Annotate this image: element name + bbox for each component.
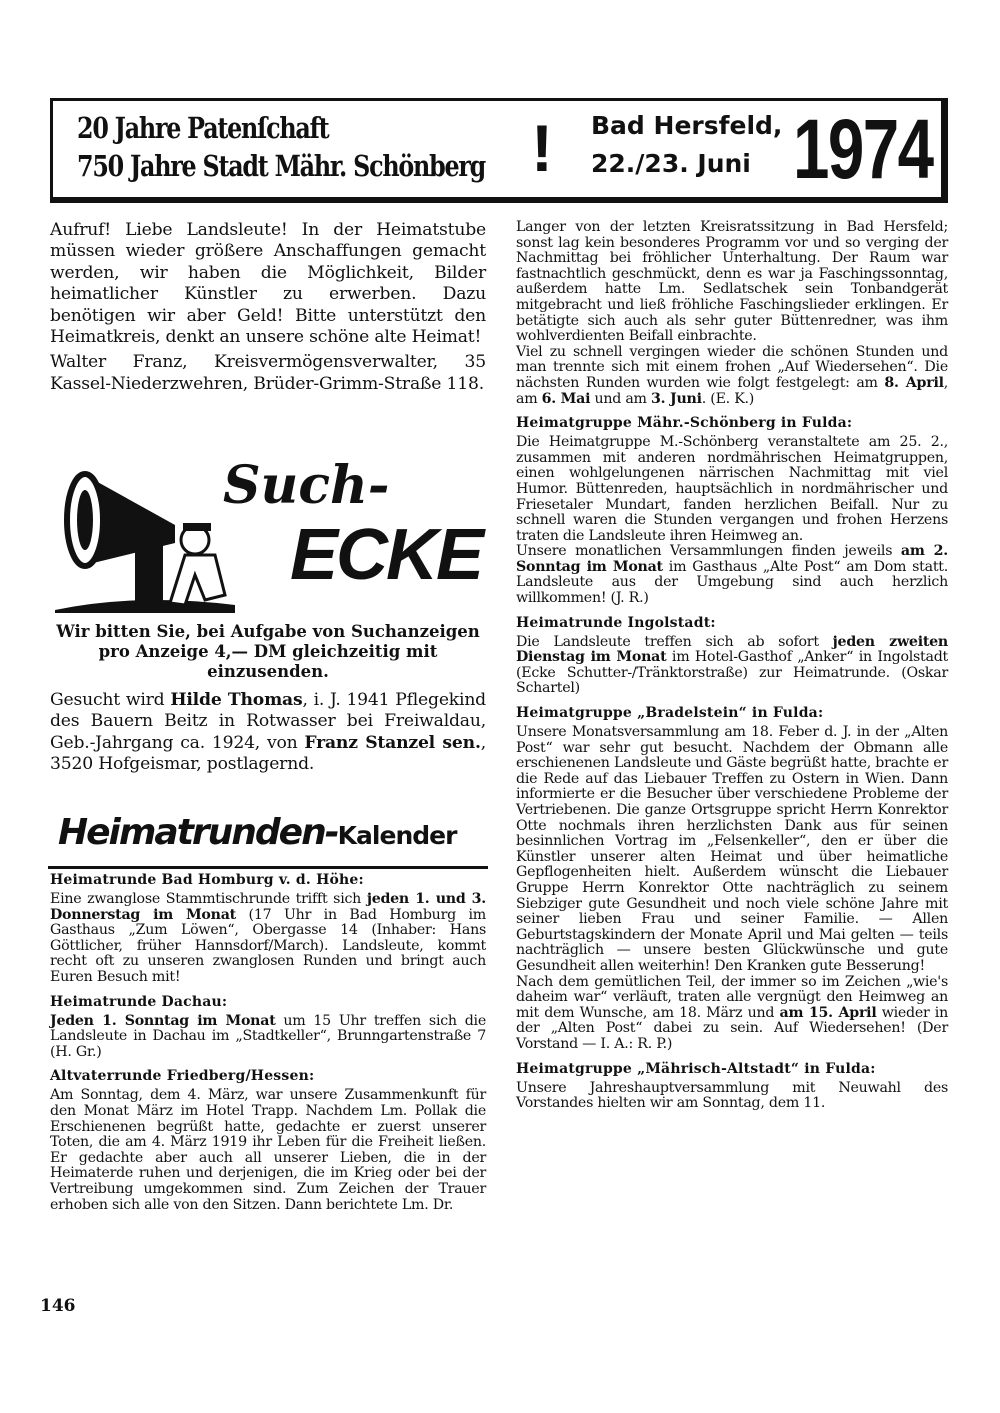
- section-heading: Heimatrunde Bad Homburg v. d. Höhe:: [50, 872, 364, 888]
- text-run: Eine zwanglose Stammtischrunde trifft sich: [50, 891, 367, 907]
- section-heading: Heimatgruppe „Mährisch-Altstadt“ in Fulda:: [516, 1060, 876, 1077]
- section-paragraph: [516, 435, 948, 544]
- text-run: im Gasthaus „Alte Post“ am Dom statt. Landsleute aus der Umgebung sind auch herzlich willkommen! (J. R.): [516, 558, 948, 607]
- search-notice-text: [50, 690, 486, 776]
- section-heading: Heimatrunde Dachau:: [50, 993, 228, 1010]
- text-run: Unsere Jahreshauptversammlung mit Neuwahl des Vorstandes hielten wir am Sonntag, dem 11.: [516, 1079, 948, 1112]
- bold-text: 6. Mai: [541, 390, 591, 407]
- text-run: Langer von der letzten Kreisratssitzung in Bad Hersfeld; sonst lag kein besonderes Programm vor und so verging der Nachmittag bei fröhlicher Unterhaltung. Der Raum war fastnachtlich geschmückt, denn es war ja Faschingssonntag, außerdem hatte Lm. Sedlatschek sein Tonbandgerät mitgebracht und ließ fröhliche Faschingslieder erklingen. Er betätigte sich auch als sehr guter Büttenredner, was ihm wohlverdienten Beifall einbrachte.: [516, 219, 948, 345]
- bold-text: am 2. Sonntag im Monat: [516, 543, 948, 575]
- kalender-title: Heimatrunden-: [58, 812, 338, 853]
- heading-rule: [48, 866, 488, 869]
- text-run: wieder in der „Alten Post“ dabei zu sein. Auf Wiedersehen! (Der Vorstand — I. A.: R. P.): [516, 1004, 948, 1052]
- section-paragraph: [516, 544, 948, 606]
- text-run: , i. J. 1941 Pflegekind des Bauern Beitz in Rotwasser bei Freiwaldau, Geb.-Jahrgang ca. 1924, von: [50, 690, 486, 753]
- section-heading: Heimatgruppe „Bradelstein“ in Fulda:: [516, 705, 824, 722]
- banner-line-2: 750 Jahre Stadt Mähr. Schönberg: [77, 149, 486, 183]
- banner-exclamation: !: [531, 111, 553, 185]
- bold-text: Franz Stanzel sen.: [304, 732, 481, 753]
- text-run: und am: [590, 390, 652, 407]
- kalender-suffix: Kalender: [337, 821, 457, 850]
- appeal-paragraphs: [50, 220, 486, 395]
- text-run: um 15 Uhr treffen sich die Landsleute in Dachau im „Stadtkeller“, Brunngartenstraße 7 (H. Gr.): [50, 1012, 486, 1060]
- text-run: Die Landsleute treffen sich ab sofort: [516, 633, 833, 650]
- section-paragraph: [50, 892, 486, 986]
- section-paragraph: [516, 725, 948, 975]
- text-run: Am Sonntag, dem 4. März, war unsere Zusammenkunft für den Monat März im Hotel Trapp. Nachdem Lm. Pollak die Erschienenen begrüßt hatte, gedachte er zuerst unserer Toten, die am 4. März 1919 ihr Leben für die Freiheit ließen. Er gedachte aber auch all unserer Lieben, die in der Heimaterde ruhen und derjenigen, die im Krieg oder bei der Vertreibung umgekommen sind. Zum Zeichen der Trauer erhoben sich alle von den Sitzen. Dann berichtete Lm. Dr.: [50, 1087, 486, 1213]
- bold-text: jeden zweiten Dienstag im Monat: [516, 633, 948, 666]
- text-run: Aufruf! Liebe Landsleute! In der Heimatstube müssen wieder größere Anschaffungen gemacht werden, wir haben die Möglichkeit, Bilder heimatlicher Künstler zu erwerben. Dazu benötigen wir aber Geld! Bitte unterstützt den Heimatkreis, denkt an unsere schöne alte Heimat!: [50, 220, 486, 348]
- text-run: , am: [516, 374, 948, 407]
- bold-text: Hilde Thomas: [170, 690, 303, 710]
- bold-text: am 15. April: [779, 1004, 877, 1021]
- such-ecke-logo: [55, 455, 483, 615]
- appeal-paragraph: [50, 220, 486, 348]
- text-run: Nach dem gemütlichen Teil, der immer so im Zeichen „wie's daheim war“ verläuft, traten alle vergnügt den Heimweg an mit dem Wunsche, am 18. März und: [516, 973, 948, 1021]
- text-run: im Hotel-Gasthof „Anker“ in Ingolstadt (Ecke Schutter-/Tränktorstraße) zur Heimatrunde. (Oskar Schartel): [516, 649, 948, 697]
- banner-line-1: 20 Jahre Patenſchaft: [77, 111, 329, 145]
- banner-place: Bad Hersfeld,: [591, 111, 783, 140]
- section-paragraph: [516, 975, 948, 1053]
- left-calendar-entries: [50, 872, 486, 1213]
- right-calendar-entries: [516, 220, 948, 1112]
- section-paragraph: [516, 345, 948, 407]
- section-heading: Heimatrunde Ingolstadt:: [516, 614, 716, 631]
- kalender-heading: [58, 812, 456, 853]
- section-heading: Heimatgruppe Mähr.-Schönberg in Fulda:: [516, 415, 853, 432]
- text-run: . (E. K.): [701, 390, 755, 407]
- section-paragraph: [516, 220, 948, 345]
- text-run: (17 Uhr in Bad Homburg im Gasthaus „Zum Löwen“, Obergasse 14 (Inhaber: Hans Göttlicher, früher Hannsdorf/March). Landsleute, kommt recht oft zu unseren zwanglosen Runden und bringt auch Euren Besuch mit!: [50, 906, 487, 985]
- page-number: 146: [40, 1296, 76, 1316]
- text-run: Die Heimatgruppe M.-Schönberg veranstaltete am 25. 2., zusammen mit anderen nordmährischen Heimatgruppen, einen wohlgelungenen närrischen Nachmittag mit viel Humor. Büttenreden, hauptsächlich in nordmährischer und Friesetaler Mundart, fanden herzlichen Beifall. Nur zu schnell waren die Stunden vergangen und frohen Herzens traten die Landsleute ihren Heimweg an.: [516, 434, 948, 544]
- appeal-paragraph: [50, 352, 486, 395]
- search-ad-note: Wir bitten Sie, bei Aufgabe von Suchanzeigen pro Anzeige 4,— DM gleichzeitig mit einzusenden.: [56, 622, 480, 681]
- banner-date: 22./23. Juni: [591, 149, 751, 178]
- text-run: Viel zu schnell vergingen wieder die schönen Stunden und man trennte sich mit einem frohen „Auf Wiedersehen“. Die nächsten Runden wurden wie folgt festgelegt: am: [516, 343, 948, 391]
- bold-text: 3. Juni: [651, 390, 702, 407]
- logo-ecke: ECKE: [290, 515, 483, 595]
- section-paragraph: [516, 1081, 948, 1112]
- bold-text: 8. April: [884, 374, 944, 391]
- text-run: Gesucht wird: [50, 690, 171, 710]
- text-run: Unsere Monatsversammlung am 18. Feber d. J. in der „Alten Post“ war sehr gut besucht. Nachdem der Obmann alle erschienenen Landsleute und Gäste begrüßt hatte, brachte er die Rede auf das Liebauer Treffen zu Ostern in Wien. Dann informierte er die Besucher über verschiedene Probleme der Vertriebenen. Die ganze Ortsgruppe spricht Herrn Konrektor Otte nochmals ihren herzlichsten Dank aus für seinen besinnlichen Vortrag im „Felsenkeller“, den er über die Künstler unserer alten Heimat und über heimatliche Gepflogenheiten hielt. Außerdem wünscht die Liebauer Gruppe Herrn Konrektor Otte nachträglich zu seinem Siebziger gute Gesundheit und noch viele schöne Jahre mit seiner lieben Frau und seiner Familie. — Allen Geburtstagskindern der Monate April und Mai gelten — teils nachträglich — unsere besten Glückwünsche und gute Gesundheit allen weiterhin! Den Kranken gute Besserung!: [516, 724, 948, 974]
- text-run: Walter Franz, Kreisvermögensverwalter, 35 Kassel-Niederzwehren, Brüder-Grimm-Straße 118.: [50, 352, 486, 394]
- section-heading: Altvaterrunde Friedberg/Hessen:: [50, 1068, 315, 1085]
- section-paragraph: [50, 1014, 486, 1061]
- logo-such: Such-: [223, 455, 390, 516]
- section-paragraph: [516, 635, 948, 697]
- bold-text: Jeden 1. Sonntag im Monat: [50, 1012, 276, 1029]
- bold-text: jeden 1. und 3. Donnerstag im Monat: [50, 891, 486, 923]
- text-run: Unsere monatlichen Versammlungen finden jeweils: [516, 543, 901, 560]
- section-paragraph: [50, 1088, 486, 1213]
- event-banner: [50, 98, 948, 203]
- search-notice: [50, 690, 486, 776]
- text-run: , 3520 Hofgeismar, postlagernd.: [50, 732, 486, 775]
- banner-year: 1974: [793, 102, 933, 196]
- appeal-text: [50, 220, 486, 395]
